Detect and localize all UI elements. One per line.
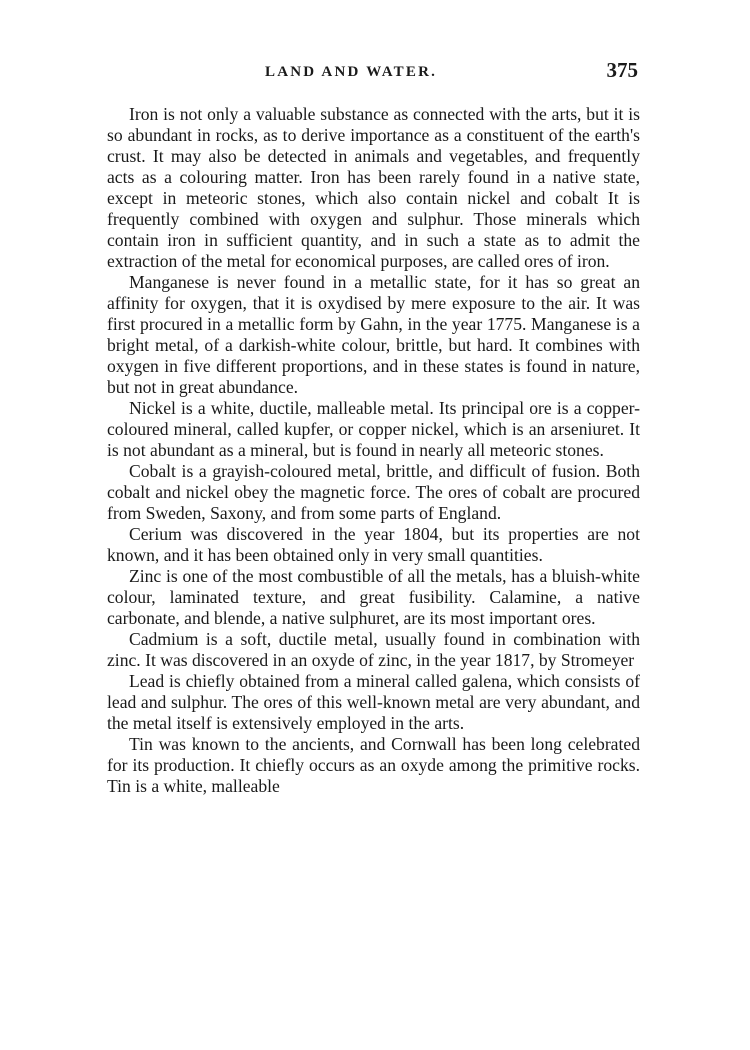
body-text — [107, 104, 640, 797]
paragraph-tin: Tin was known to the ancients, and Cornwall has been long celebrated for its production. It chiefly occurs as an oxyde among the primitive rocks. Tin is a white, malleable — [107, 734, 640, 796]
paragraph-cobalt: Cobalt is a grayish-coloured metal, brittle, and difficult of fusion. Both cobalt and nickel obey the magnetic force. The ores of cobalt are procured from Sweden, Saxony, and from some parts of England. — [107, 461, 640, 523]
page-header — [107, 58, 640, 90]
book-page — [107, 58, 640, 797]
paragraph-cerium: Cerium was discovered in the year 1804, but its properties are not known, and it has been obtained only in very small quantities. — [107, 524, 640, 565]
paragraph-nickel: Nickel is a white, ductile, malleable metal. Its principal ore is a copper-coloured mineral, called kupfer, or copper nickel, which is an arseniuret. It is not abundant as a mineral, but is found in nearly all meteoric stones. — [107, 398, 640, 460]
running-title: LAND AND WATER. — [265, 64, 438, 80]
paragraph-manganese: Manganese is never found in a metallic state, for it has so great an affinity for oxygen, that it is oxydised by mere exposure to the air. It was first procured in a metallic form by Gahn, in the year 1775. Manganese is a bright metal, of a darkish-white colour, brittle, but hard. It combines with oxygen in five different proportions, and in these states is found in nature, but not in great abundance. — [107, 272, 640, 397]
paragraph-cadmium: Cadmium is a soft, ductile metal, usually found in combination with zinc. It was discovered in an oxyde of zinc, in the year 1817, by Stromeyer — [107, 629, 640, 670]
page-number: 375 — [606, 58, 638, 82]
paragraph-iron: Iron is not only a valuable substance as connected with the arts, but it is so abundant in rocks, as to derive importance as a constituent of the earth's crust. It may also be detected in animals and vegetables, and frequently acts as a colouring matter. Iron has been rarely found in a native state, except in meteoric stones, which also contain nickel and cobalt It is frequently combined with oxygen and sulphur. Those minerals which contain iron in sufficient quantity, and in such a state as to admit the extraction of the metal for economical purposes, are called ores of iron. — [107, 104, 640, 271]
paragraph-lead: Lead is chiefly obtained from a mineral called galena, which consists of lead and sulphur. The ores of this well-known metal are very abundant, and the metal itself is extensively employed in the arts. — [107, 671, 640, 733]
paragraph-zinc: Zinc is one of the most combustible of all the metals, has a bluish-white colour, laminated texture, and great fusibility. Calamine, a native carbonate, and blende, a native sulphuret, are its most important ores. — [107, 566, 640, 628]
